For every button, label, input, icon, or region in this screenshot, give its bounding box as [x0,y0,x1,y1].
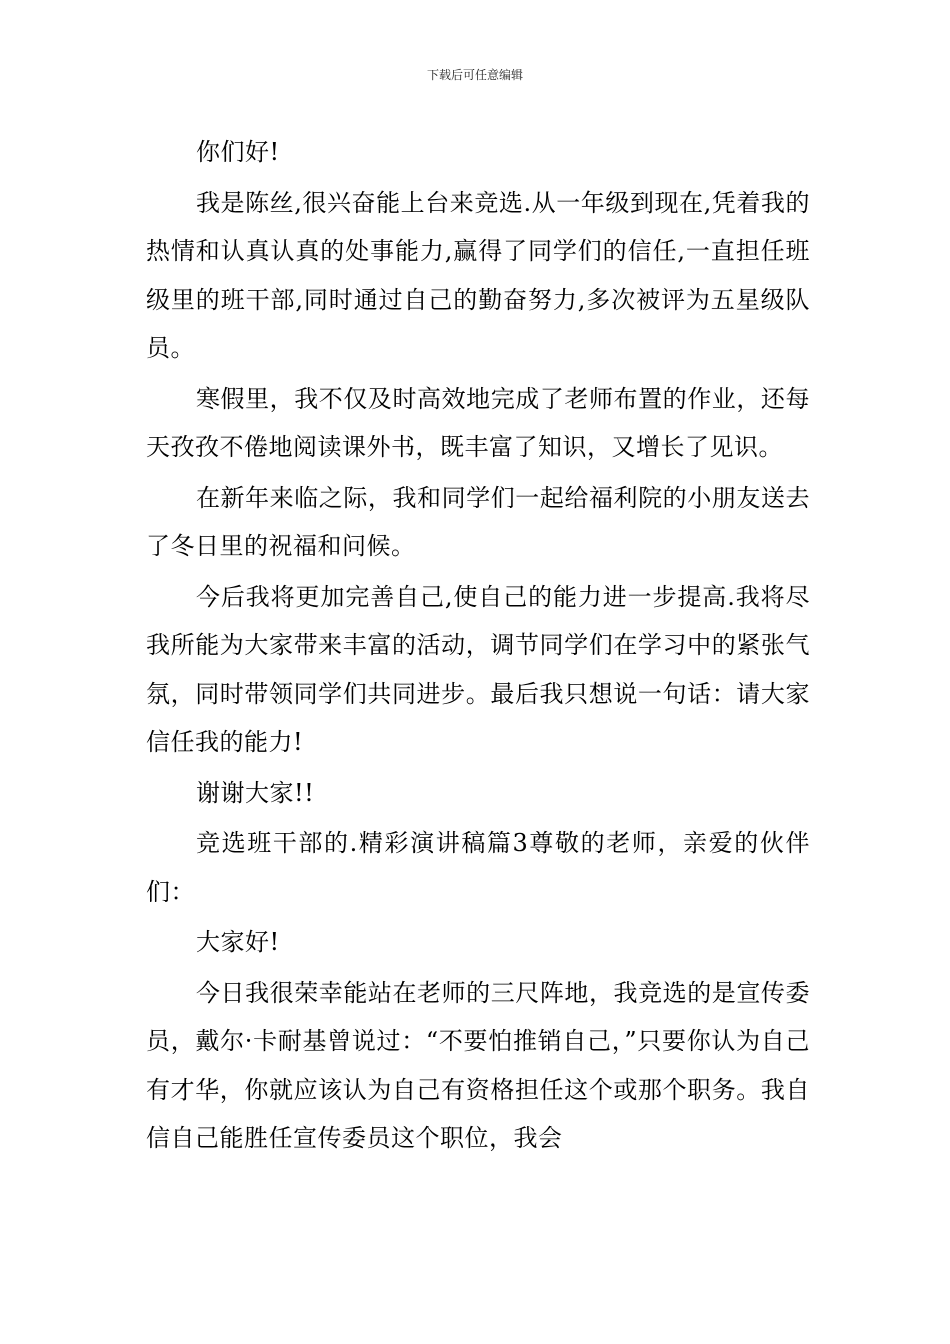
paragraph-future-plans: 今后我将更加完善自己,使自己的能力进一步提高.我将尽我所能为大家带来丰富的活动，调节同学们在学习中的紧张气氛，同时带领同学们共同进步。最后我只想说一句话：请大家信任我的能力! [146,582,810,756]
paragraph-winter-break: 寒假里，我不仅及时高效地完成了老师布置的作业，还每天孜孜不倦地阅读课外书，既丰富了知识，又增长了见识。 [146,384,810,461]
paragraph-greeting-2: 大家好! [196,928,280,956]
paragraph-speech-3-heading: 竞选班干部的.精彩演讲稿篇3尊敬的老师，亲爱的伙伴们： [146,829,810,906]
page-header-note: 下载后可任意编辑 [426,68,523,82]
paragraph-greeting: 你们好! [196,138,280,166]
paragraph-publicity-candidacy: 今日我很荣幸能站在老师的三尺阵地，我竞选的是宣传委员，戴尔·卡耐基曾说过：“不要怕推销自己，”只要你认为自己有才华，你就应该认为自己有资格担任这个或那个职务。我自信自己能胜任宣传委员这个职位，我会 [146,978,810,1152]
paragraph-thanks: 谢谢大家!! [196,778,315,807]
document-body [146,128,810,1165]
paragraph-new-year: 在新年来临之际，我和同学们一起给福利院的小朋友送去了冬日里的祝福和问候。 [146,483,810,560]
paragraph-introduction: 我是陈丝,很兴奋能上台来竞选.从一年级到现在,凭着我的热情和认真认真的处事能力,赢得了同学们的信任,一直担任班级里的班干部,同时通过自己的勤奋努力,多次被评为五星级队员。 [146,188,810,362]
